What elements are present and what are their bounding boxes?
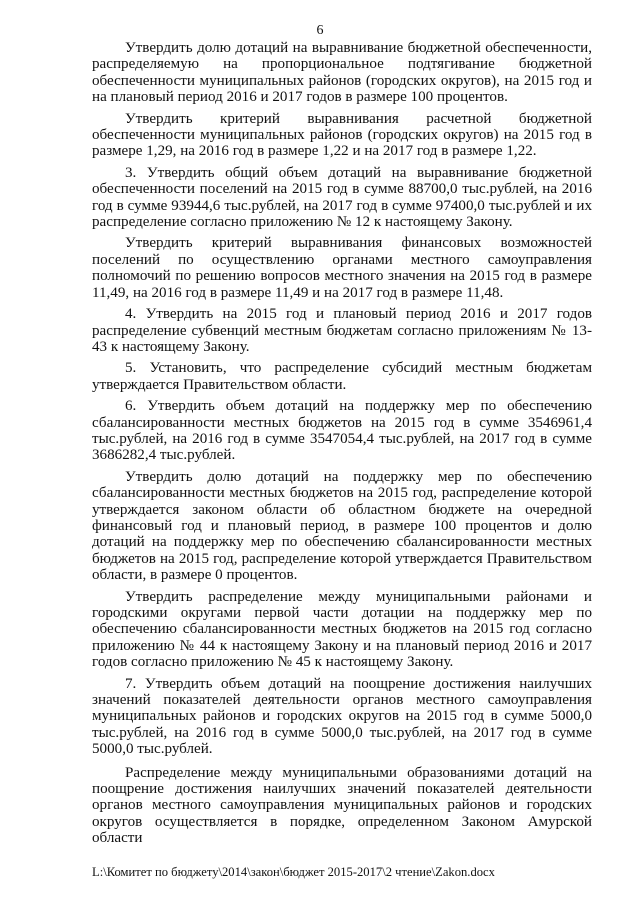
paragraph-balance-dotation-share: Утвердить долю дотаций на поддержку мер по обеспечению сбалансированности местных бюджетов на 2015 год, распределение которой утверждается законом области об областном бюджете на очередной финансовый год и плановый период, в размере 100 процентов и долю дотаций на поддержку мер по обеспечению сбалансированности местных бюджетов на 2015 год, распределение которой утверждается Правительством области, в размере 0 процентов. [92, 468, 592, 584]
paragraph-balance-dotation-distribution: Утвердить распределение между муниципальными районами и городскими округами первой части дотации на поддержку мер по обеспечению сбалансированности местных бюджетов на 2015 год согласно приложению № 44 к настоящему Закону и на плановый период 2016 и 2017 годов согласно приложению № 45 к настоящему Закону. [92, 588, 592, 671]
paragraph-item-3: 3. Утвердить общий объем дотаций на выравнивание бюджетной обеспеченности поселений на 2015 год в сумме 88700,0 тыс.рублей, на 2016 год в сумме 93944,6 тыс.рублей, на 2017 год в сумме 97400,0 тыс.рублей и их распределение согласно приложению № 12 к настоящему Закону. [92, 164, 592, 231]
paragraph-item-5: 5. Установить, что распределение субсидий местным бюджетам утверждается Правительством области. [92, 360, 592, 393]
footer-file-path: L:\Комитет по бюджету\2014\закон\бюджет 2015-2017\2 чтение\Zakon.docx [92, 865, 495, 879]
document-body [92, 40, 592, 848]
paragraph-equalization-criterion-districts: Утвердить критерий выравнивания расчетной бюджетной обеспеченности муниципальных районов (городских округов) на 2015 год в размере 1,29, на 2016 год в размере 1,22 и на 2017 год в размере 1,22. [92, 110, 592, 160]
paragraph-item-6: 6. Утвердить объем дотаций на поддержку мер по обеспечению сбалансированности местных бюджетов на 2015 год в сумме 3546961,4 тыс.рублей, на 2016 год в сумме 3547054,4 тыс.рублей, на 2017 год в сумме 3686282,4 тыс.рублей. [92, 398, 592, 464]
page-number: 6 [316, 23, 324, 38]
paragraph-equalization-criterion-settlements: Утвердить критерий выравнивания финансовых возможностей поселений по осуществлению органами местного самоуправления полномочий по решению вопросов местного значения на 2015 год в размере 11,49, на 2016 год в размере 11,49 и на 2017 год в размере 11,48. [92, 235, 592, 301]
paragraph-item-7: 7. Утвердить объем дотаций на поощрение достижения наилучших значений показателей деятельности органов местного самоуправления муниципальных районов и городских округов на 2015 год в сумме 5000,0 тыс.рублей, на 2016 год в сумме 5000,0 тыс.рублей, на 2017 год в сумме 5000,0 тыс.рублей. [92, 675, 592, 758]
paragraph-incentive-distribution: Распределение между муниципальными образованиями дотаций на поощрение достижения наилучших значений показателей деятельности органов местного самоуправления муниципальных районов и городских округов осуществляется в порядке, определенном Законом Амурской области [92, 764, 592, 847]
paragraph-dotation-share: Утвердить долю дотаций на выравнивание бюджетной обеспеченности, распределяемую на пропорциональное подтягивание бюджетной обеспеченности муниципальных районов (городских округов), на 2015 год и на плановый период 2016 и 2017 годов в размере 100 процентов. [92, 40, 592, 106]
paragraph-item-4: 4. Утвердить на 2015 год и плановый период 2016 и 2017 годов распределение субвенций местным бюджетам согласно приложениям № 13-43 к настоящему Закону. [92, 306, 592, 355]
